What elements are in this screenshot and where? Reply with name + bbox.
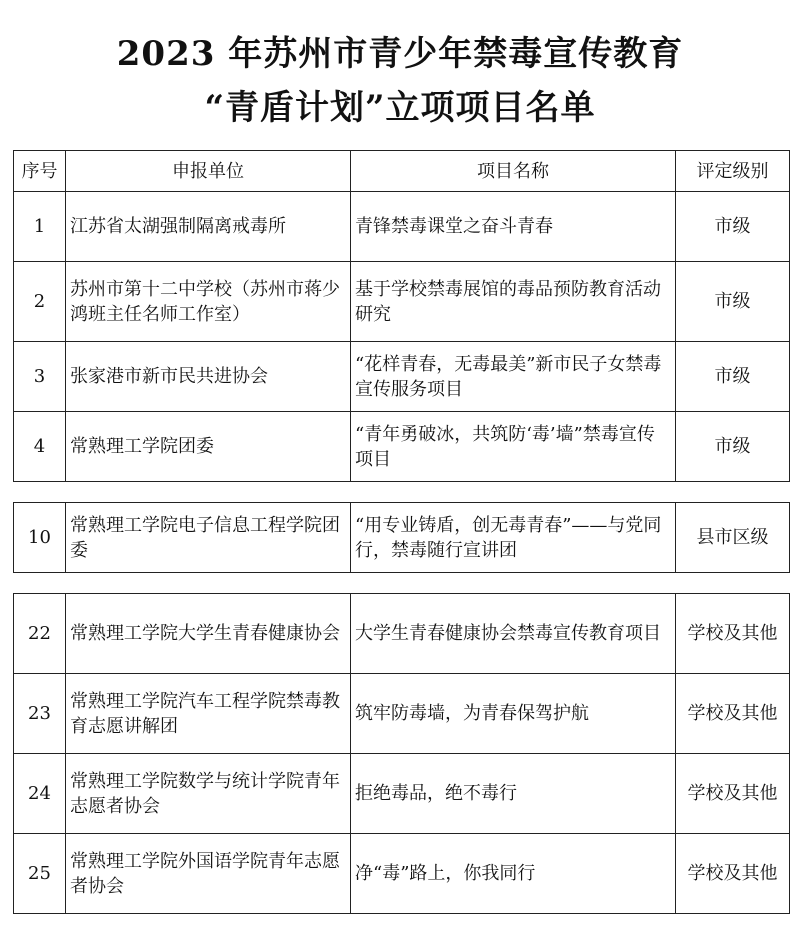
table-row bbox=[14, 594, 790, 674]
cell-unit: 苏州市第十二中学校（苏州市蒋少鸿班主任名师工作室） bbox=[66, 262, 351, 342]
cell-project: “青年勇破冰，共筑防‘毒’墙”禁毒宣传项目 bbox=[351, 412, 676, 482]
table-row bbox=[14, 834, 790, 914]
cell-project: 净“毒”路上，你我同行 bbox=[351, 834, 676, 914]
cell-unit: 常熟理工学院数学与统计学院青年志愿者协会 bbox=[66, 754, 351, 834]
cell-project: “用专业铸盾，创无毒青春”——与党同行，禁毒随行宣讲团 bbox=[351, 503, 676, 573]
table-row bbox=[14, 754, 790, 834]
cell-level: 县市区级 bbox=[676, 503, 790, 573]
cell-project: 大学生青春健康协会禁毒宣传教育项目 bbox=[351, 594, 676, 674]
cell-unit: 江苏省太湖强制隔离戒毒所 bbox=[66, 192, 351, 262]
table-row bbox=[14, 412, 790, 482]
cell-unit: 常熟理工学院团委 bbox=[66, 412, 351, 482]
document-title-line-1: 2023 年苏州市青少年禁毒宣传教育 bbox=[116, 34, 684, 74]
cell-level: 学校及其他 bbox=[676, 674, 790, 754]
table-row bbox=[14, 342, 790, 412]
cell-level: 市级 bbox=[676, 342, 790, 412]
cell-no: 2 bbox=[14, 262, 66, 342]
cell-unit: 常熟理工学院外国语学院青年志愿者协会 bbox=[66, 834, 351, 914]
header-project: 项目名称 bbox=[351, 151, 676, 192]
cell-unit: 常熟理工学院汽车工程学院禁毒教育志愿讲解团 bbox=[66, 674, 351, 754]
cell-level: 学校及其他 bbox=[676, 834, 790, 914]
cell-no: 1 bbox=[14, 192, 66, 262]
cell-project: 基于学校禁毒展馆的毒品预防教育活动研究 bbox=[351, 262, 676, 342]
cell-project: “花样青春，无毒最美”新市民子女禁毒宣传服务项目 bbox=[351, 342, 676, 412]
cell-level: 市级 bbox=[676, 192, 790, 262]
cell-unit: 张家港市新市民共进协会 bbox=[66, 342, 351, 412]
cell-no: 25 bbox=[14, 834, 66, 914]
table-row bbox=[14, 262, 790, 342]
cell-level: 市级 bbox=[676, 262, 790, 342]
cell-project: 拒绝毒品，绝不毒行 bbox=[351, 754, 676, 834]
header-level: 评定级别 bbox=[676, 151, 790, 192]
cell-level: 市级 bbox=[676, 412, 790, 482]
table-header-row bbox=[14, 151, 790, 192]
table-row bbox=[14, 674, 790, 754]
project-list-table bbox=[13, 150, 790, 914]
cell-level: 学校及其他 bbox=[676, 754, 790, 834]
header-no: 序号 bbox=[14, 151, 66, 192]
cell-no: 10 bbox=[14, 503, 66, 573]
cell-unit: 常熟理工学院电子信息工程学院团委 bbox=[66, 503, 351, 573]
table-gap bbox=[14, 573, 790, 594]
cell-unit: 常熟理工学院大学生青春健康协会 bbox=[66, 594, 351, 674]
table-gap bbox=[14, 482, 790, 503]
cell-no: 3 bbox=[14, 342, 66, 412]
header-unit: 申报单位 bbox=[66, 151, 351, 192]
document-title-line-2: “青盾计划”立项项目名单 bbox=[204, 88, 596, 128]
cell-project: 筑牢防毒墙，为青春保驾护航 bbox=[351, 674, 676, 754]
table-row bbox=[14, 503, 790, 573]
cell-no: 23 bbox=[14, 674, 66, 754]
cell-no: 22 bbox=[14, 594, 66, 674]
cell-no: 4 bbox=[14, 412, 66, 482]
table-row bbox=[14, 192, 790, 262]
cell-project: 青锋禁毒课堂之奋斗青春 bbox=[351, 192, 676, 262]
cell-no: 24 bbox=[14, 754, 66, 834]
cell-level: 学校及其他 bbox=[676, 594, 790, 674]
